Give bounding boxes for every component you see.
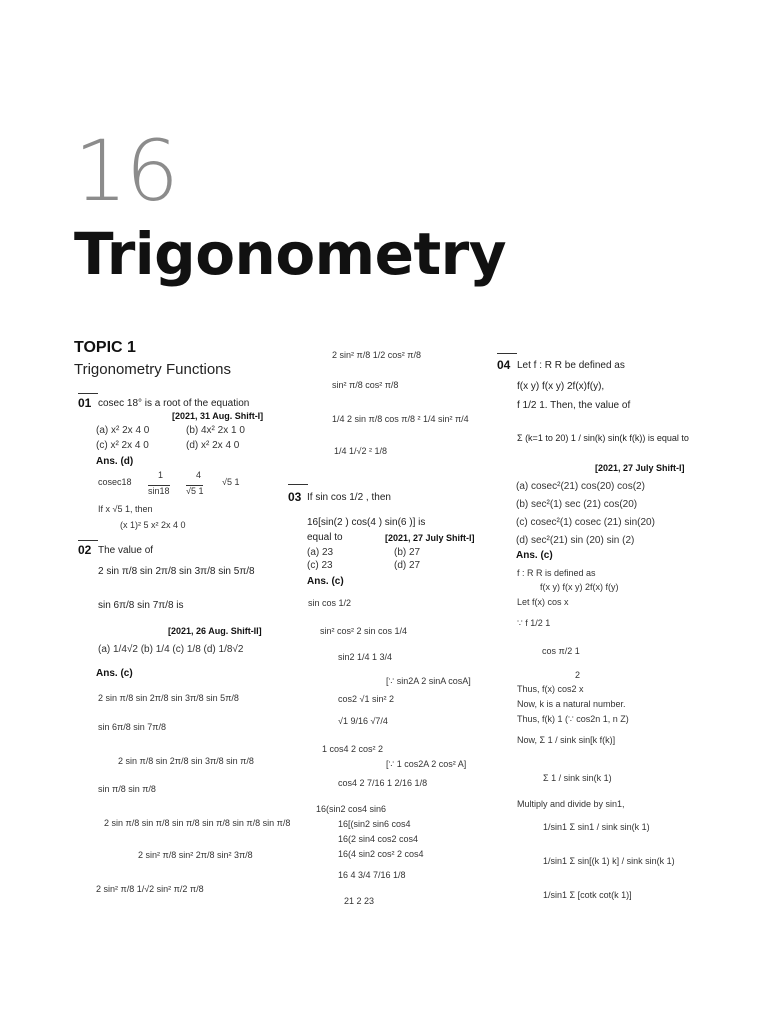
option-a: (a) 23 bbox=[307, 547, 334, 558]
solution-line: ∵ f 1/2 1 bbox=[517, 618, 551, 628]
solution-line: 2 sin π/8 sin 2π/8 sin 3π/8 sin 5π/8 bbox=[98, 693, 239, 703]
option-a: (a) x² 2x 4 0 bbox=[96, 425, 150, 436]
option-a: (a) cosec²(21) cos(20) cos(2) bbox=[516, 481, 645, 492]
answer-03: Ans. (c) bbox=[307, 576, 344, 587]
solution-line: Multiply and divide by sin1, bbox=[517, 799, 625, 809]
option-c: (c) 23 bbox=[307, 560, 333, 571]
question-text-04: f 1/2 1. Then, the value of bbox=[517, 400, 631, 411]
question-text-03: 16[sin(2 ) cos(4 ) sin(6 )] is bbox=[307, 517, 426, 528]
solution-line: sin18 bbox=[148, 486, 170, 496]
solution-line: cos π/2 1 bbox=[542, 646, 580, 656]
option-d: (d) sec²(21) sin (20) sin (2) bbox=[516, 535, 635, 546]
answer-04: Ans. (c) bbox=[516, 550, 553, 561]
solution-line: Now, Σ 1 / sink sin[k f(k)] bbox=[517, 735, 616, 745]
question-rule bbox=[288, 484, 308, 485]
solution-line: 1 cos4 2 cos² 2 bbox=[322, 744, 384, 754]
solution-line: If x √5 1, then bbox=[98, 504, 153, 514]
question-source-02: [2021, 26 Aug. Shift-II] bbox=[168, 626, 262, 636]
solution-line: 16[(sin2 sin6 cos4 bbox=[338, 819, 411, 829]
solution-line: 2 sin² π/8 sin² 2π/8 sin² 3π/8 bbox=[138, 850, 253, 860]
solution-line: f(x y) f(x y) 2f(x) f(y) bbox=[540, 582, 619, 592]
question-text-04: f(x y) f(x y) 2f(x)f(y), bbox=[517, 381, 605, 392]
question-number-01: 01 bbox=[78, 396, 92, 410]
question-rule bbox=[78, 393, 98, 394]
topic-name: Trigonometry Functions bbox=[74, 361, 232, 378]
solution-line: [∵ sin2A 2 sinA cosA] bbox=[386, 676, 471, 686]
solution-line: √5 1 bbox=[186, 486, 204, 496]
question-source-03: [2021, 27 July Shift-I] bbox=[385, 533, 475, 543]
topic-label: TOPIC 1 bbox=[74, 339, 136, 356]
solution-line: 2 sin² π/8 1/2 cos² π/8 bbox=[332, 350, 421, 360]
question-source-04: [2021, 27 July Shift-I] bbox=[595, 463, 685, 473]
question-expression: sin 6π/8 sin 7π/8 is bbox=[98, 600, 184, 611]
solution-line: cosec18 bbox=[98, 477, 132, 487]
solution-line: Thus, f(k) 1 (∵ cos2n 1, n Z) bbox=[517, 714, 629, 724]
question-source-01: [2021, 31 Aug. Shift-I] bbox=[172, 411, 264, 421]
question-number-04: 04 bbox=[497, 358, 511, 372]
chapter-number: 16 bbox=[74, 122, 177, 220]
question-text-01: cosec 18° is a root of the equation bbox=[98, 398, 250, 409]
option-d: (d) x² 2x 4 0 bbox=[186, 440, 240, 451]
option-d: (d) 27 bbox=[394, 560, 421, 571]
question-text-03: If sin cos 1/2 , then bbox=[307, 492, 391, 503]
solution-line: 2 bbox=[575, 670, 581, 680]
question-text-04: Let f : R R be defined as bbox=[517, 360, 625, 371]
solution-line: (x 1)² 5 x² 2x 4 0 bbox=[120, 520, 186, 530]
question-number-02: 02 bbox=[78, 543, 92, 557]
solution-line: 1/sin1 Σ [cotk cot(k 1)] bbox=[543, 890, 632, 900]
chapter-title: Trigonometry bbox=[74, 220, 507, 288]
solution-line: Σ 1 / sink sin(k 1) bbox=[543, 773, 612, 783]
solution-line: f : R R is defined as bbox=[517, 568, 596, 578]
solution-line: 2 sin π/8 sin π/8 sin π/8 sin π/8 sin π/8 sin π/8 bbox=[104, 818, 291, 828]
question-rule bbox=[497, 353, 517, 354]
solution-line: 1/sin1 Σ sin[(k 1) k] / sink sin(k 1) bbox=[543, 856, 675, 866]
solution-line: √1 9/16 √7/4 bbox=[338, 716, 388, 726]
solution-line: sin π/8 sin π/8 bbox=[98, 784, 156, 794]
question-text-02: The value of bbox=[98, 545, 154, 556]
solution-line: 2 sin π/8 sin 2π/8 sin 3π/8 sin π/8 bbox=[118, 756, 254, 766]
option-b: (b) 4x² 2x 1 0 bbox=[186, 425, 245, 436]
solution-line: Let f(x) cos x bbox=[517, 597, 569, 607]
solution-line: 21 2 23 bbox=[344, 896, 375, 906]
solution-line: 1/4 2 sin π/8 cos π/8 ² 1/4 sin² π/4 bbox=[332, 414, 469, 424]
solution-line: sin² cos² 2 sin cos 1/4 bbox=[320, 626, 408, 636]
solution-line: Thus, f(x) cos2 x bbox=[517, 684, 584, 694]
options-02: (a) 1/4√2 (b) 1/4 (c) 1/8 (d) 1/8√2 bbox=[98, 644, 244, 655]
solution-line: [∵ 1 cos2A 2 cos² A] bbox=[386, 759, 467, 769]
solution-line: sin² π/8 cos² π/8 bbox=[332, 380, 399, 390]
question-expression: 2 sin π/8 sin 2π/8 sin 3π/8 sin 5π/8 bbox=[98, 566, 255, 577]
solution-line: 16(2 sin4 cos2 cos4 bbox=[338, 834, 419, 844]
solution-line: cos2 √1 sin² 2 bbox=[338, 694, 394, 704]
solution-line: 4 bbox=[196, 470, 202, 480]
solution-line: sin 6π/8 sin 7π/8 bbox=[98, 722, 166, 732]
solution-line: 1/sin1 Σ sin1 / sink sin(k 1) bbox=[543, 822, 650, 832]
solution-line: 16(4 sin2 cos² 2 cos4 bbox=[338, 849, 424, 859]
solution-line: cos4 2 7/16 1 2/16 1/8 bbox=[338, 778, 428, 788]
question-rule bbox=[78, 540, 98, 541]
solution-line: 1/4 1/√2 ² 1/8 bbox=[334, 446, 387, 456]
option-c: (c) cosec²(1) cosec (21) sin(20) bbox=[516, 517, 655, 528]
question-text-04: Σ (k=1 to 20) 1 / sin(k) sin(k f(k)) is equal to bbox=[517, 433, 689, 443]
answer-01: Ans. (d) bbox=[96, 456, 134, 467]
solution-line: sin2 1/4 1 3/4 bbox=[338, 652, 393, 662]
option-b: (b) 27 bbox=[394, 547, 421, 558]
question-text-03: equal to bbox=[307, 532, 343, 543]
solution-line: 1 bbox=[158, 470, 164, 480]
solution-line: Now, k is a natural number. bbox=[517, 699, 626, 709]
option-b: (b) sec²(1) sec (21) cos(20) bbox=[516, 499, 638, 510]
solution-line: 2 sin² π/8 1/√2 sin² π/2 π/8 bbox=[96, 884, 204, 894]
solution-line: 16 4 3/4 7/16 1/8 bbox=[338, 870, 406, 880]
question-number-03: 03 bbox=[288, 490, 302, 504]
solution-line: √5 1 bbox=[222, 477, 240, 487]
solution-line: 16(sin2 cos4 sin6 bbox=[316, 804, 387, 814]
option-c: (c) x² 2x 4 0 bbox=[96, 440, 149, 451]
answer-02: Ans. (c) bbox=[96, 668, 133, 679]
solution-line: sin cos 1/2 bbox=[308, 598, 352, 608]
